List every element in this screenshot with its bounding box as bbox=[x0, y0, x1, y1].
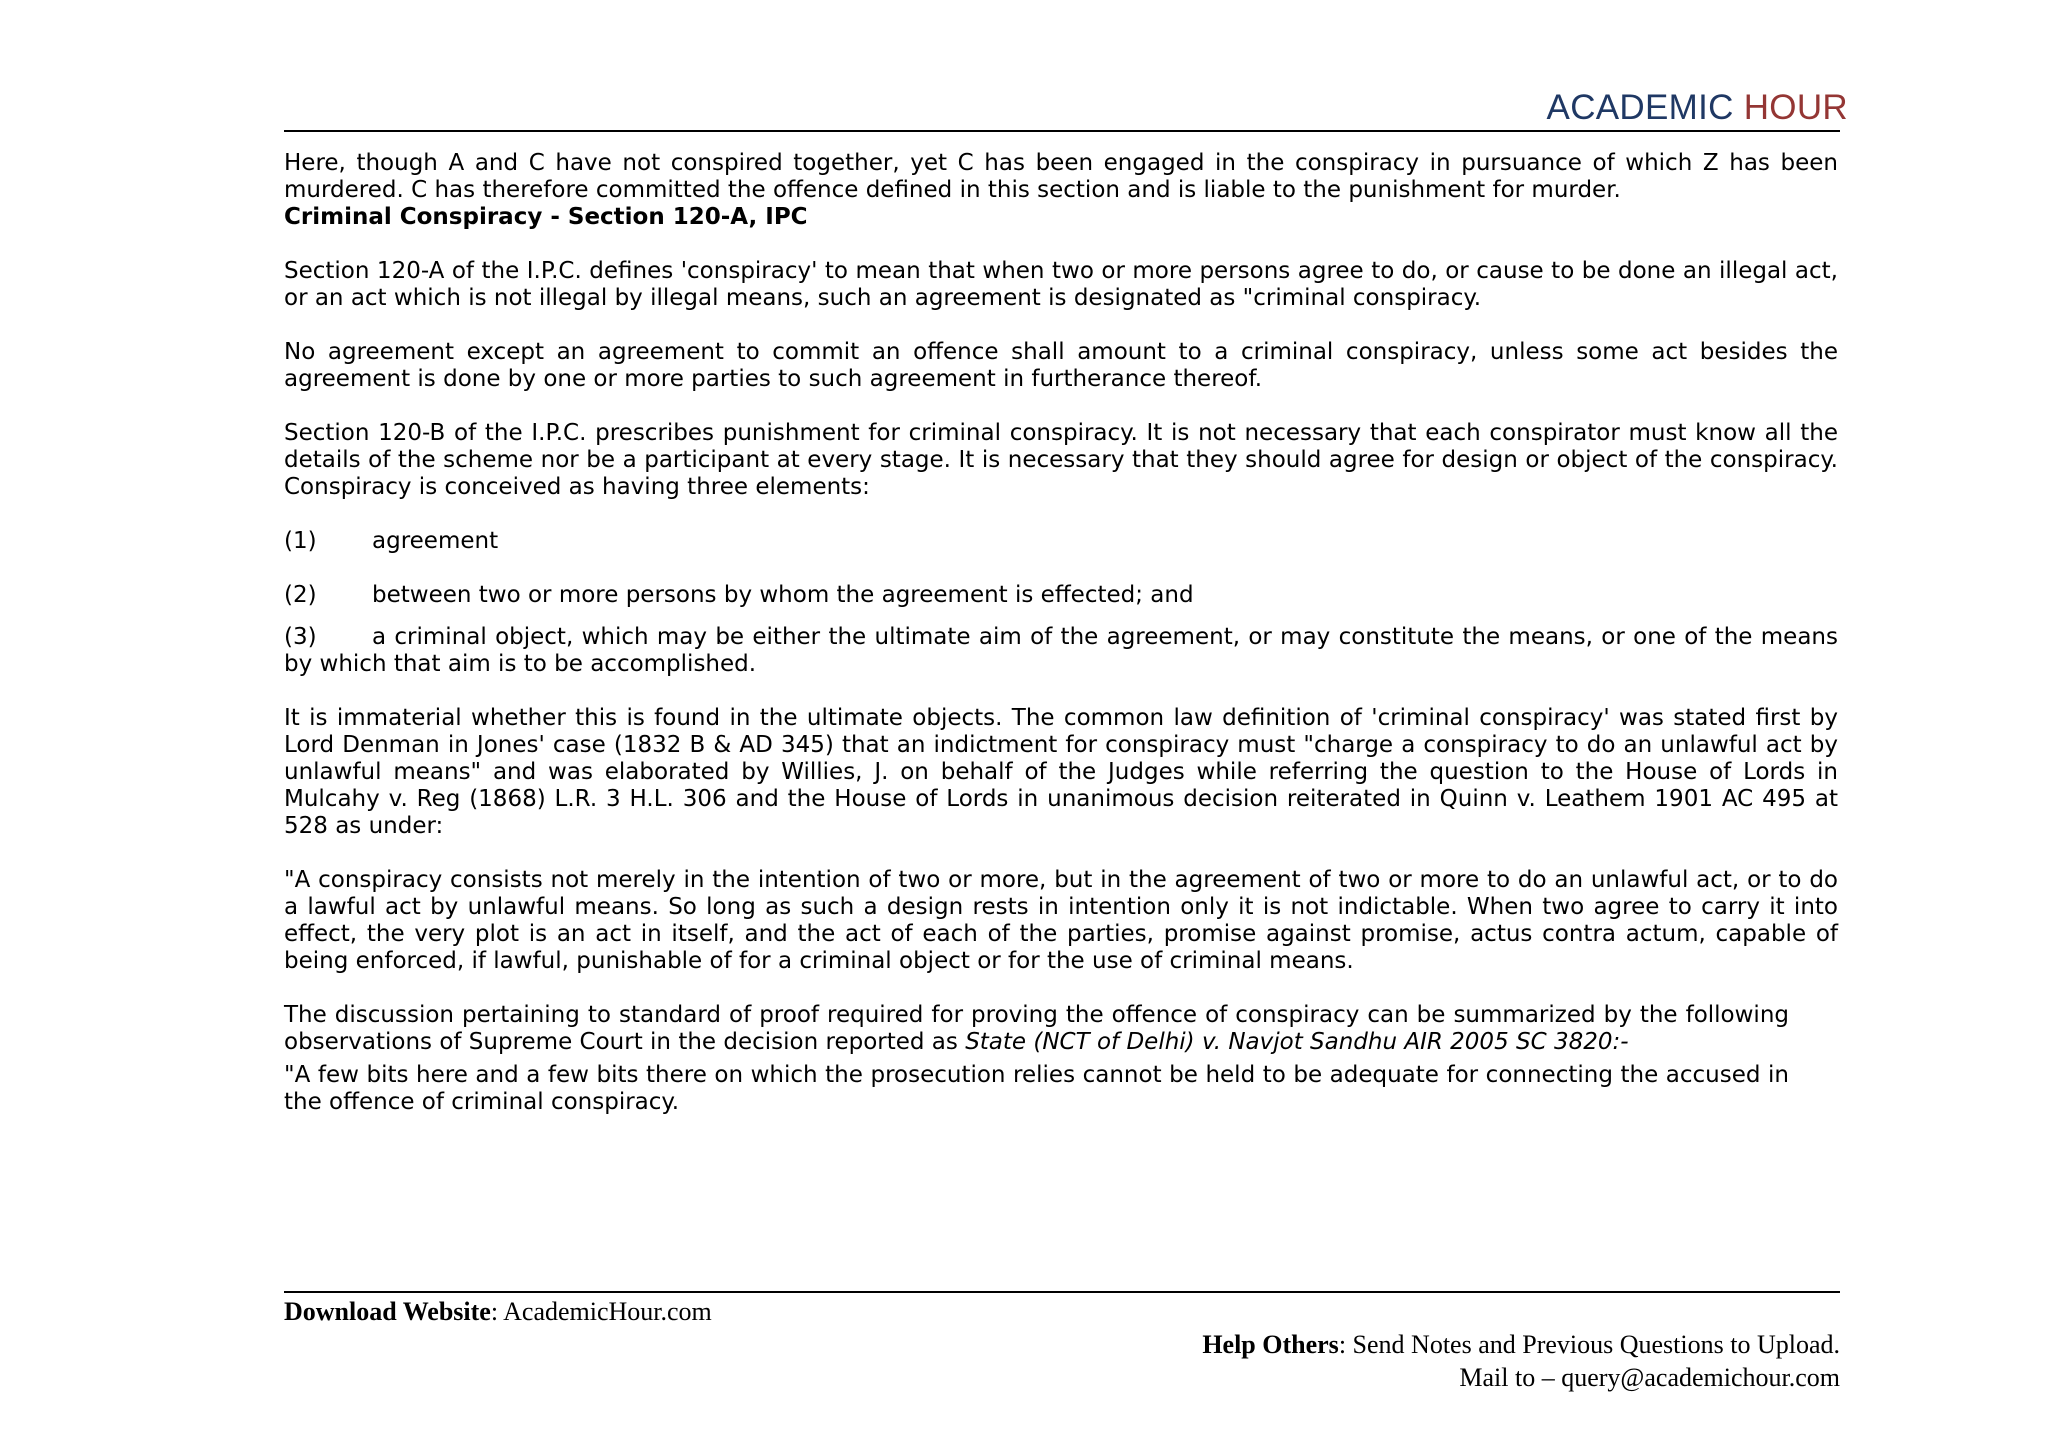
header-brand-logo bbox=[1547, 88, 1848, 128]
list-item bbox=[284, 624, 1838, 678]
list-item-text: agreement bbox=[372, 528, 499, 554]
quote-quinn-v-leathem: "A conspiracy consists not merely in the intention of two or more, but in the agreement of two or more to do an unlawful act, or to do a lawful act by unlawful means. So long as such a design rests in intention only it is not indictable. When two agree to carry it into effect, the very plot is an act in itself, and the act of each of the parties, promise against promise, actus contra actum, capable of being enforced, if lawful, punishable of for a criminal object or for the use of criminal means. bbox=[284, 867, 1838, 974]
list-item-text: a criminal object, which may be either the ultimate aim of the agreement, or may constitute the means, or one of the means by which that aim is to be accomplished. bbox=[284, 624, 1838, 677]
list-item bbox=[284, 528, 1838, 555]
help-line bbox=[1202, 1328, 1840, 1361]
footer-help bbox=[1202, 1328, 1840, 1394]
paragraph-120a-definition: Section 120-A of the I.P.C. defines 'conspiracy' to mean that when two or more persons agree to do, or cause to be done an illegal act, or an act which is not illegal by illegal means, such an agreement is designated as "criminal conspiracy. bbox=[284, 258, 1838, 311]
footer-download bbox=[284, 1295, 712, 1329]
list-item-text: between two or more persons by whom the agreement is effected; and bbox=[372, 582, 1194, 608]
header-divider bbox=[284, 130, 1840, 132]
list-item-number: (2) bbox=[284, 582, 317, 608]
footer-divider bbox=[284, 1291, 1840, 1293]
paragraph-common-law: It is immaterial whether this is found in the ultimate objects. The common law definition of 'criminal conspiracy' was stated first by Lord Denman in Jones' case (1832 B & AD 345) that an indictment for conspiracy must "charge a conspiracy to do an unlawful act by unlawful means" and was elaborated by Willies, J. on behalf of the Judges while referring the question to the House of Lords in Mulcahy v. Reg (1868) L.R. 3 H.L. 306 and the House of Lords in unanimous decision reiterated in Quinn v. Leathem 1901 AC 495 at 528 as under: bbox=[284, 705, 1838, 839]
document-body bbox=[284, 150, 1838, 1116]
download-website-link[interactable]: : AcademicHour.com bbox=[490, 1297, 712, 1326]
list-item bbox=[284, 582, 1838, 609]
paragraph-agreement-rule: No agreement except an agreement to commit an offence shall amount to a criminal conspiracy, unless some act besides the agreement is done by one or more parties to such agreement in furtherance thereof. bbox=[284, 339, 1838, 392]
help-text: : Send Notes and Previous Questions to Upload. bbox=[1338, 1330, 1840, 1359]
case-citation: State (NCT of Delhi) v. Navjot Sandhu AIR 2005 SC 3820:- bbox=[965, 1029, 1629, 1055]
help-label: Help Others bbox=[1202, 1330, 1339, 1359]
brand-word-hour: HOUR bbox=[1743, 88, 1848, 127]
brand-word-academic: ACADEMIC bbox=[1546, 88, 1734, 127]
section-heading: Criminal Conspiracy - Section 120-A, IPC bbox=[284, 204, 808, 230]
quote-navjot-sandhu: "A few bits here and a few bits there on which the prosecution relies cannot be held to be adequate for connecting the accused in the offence of criminal conspiracy. bbox=[284, 1062, 1789, 1115]
intro-paragraph: Here, though A and C have not conspired together, yet C has been engaged in the conspiracy in pursuance of which Z has been murdered. C has therefore committed the offence defined in this section and is liable to the punishment for murder. bbox=[284, 150, 1838, 203]
mail-line[interactable]: Mail to – query@academichour.com bbox=[1459, 1363, 1840, 1392]
list-item-number: (3) bbox=[284, 624, 317, 650]
paragraph-120b-punishment: Section 120-B of the I.P.C. prescribes punishment for criminal conspiracy. It is not necessary that each conspirator must know all the details of the scheme nor be a participant at every stage. It is necessary that they should agree for design or object of the conspiracy. Conspiracy is conceived as having three elements: bbox=[284, 420, 1838, 500]
paragraph-lead-text: The discussion pertaining to standard of proof required for proving the offence of conspiracy can be summarized by the following observations of Supreme Court in the decision reported as bbox=[284, 1002, 1789, 1055]
paragraph-standard-of-proof bbox=[284, 1002, 1789, 1056]
download-label: Download Website bbox=[284, 1297, 491, 1326]
list-item-number: (1) bbox=[284, 528, 317, 554]
